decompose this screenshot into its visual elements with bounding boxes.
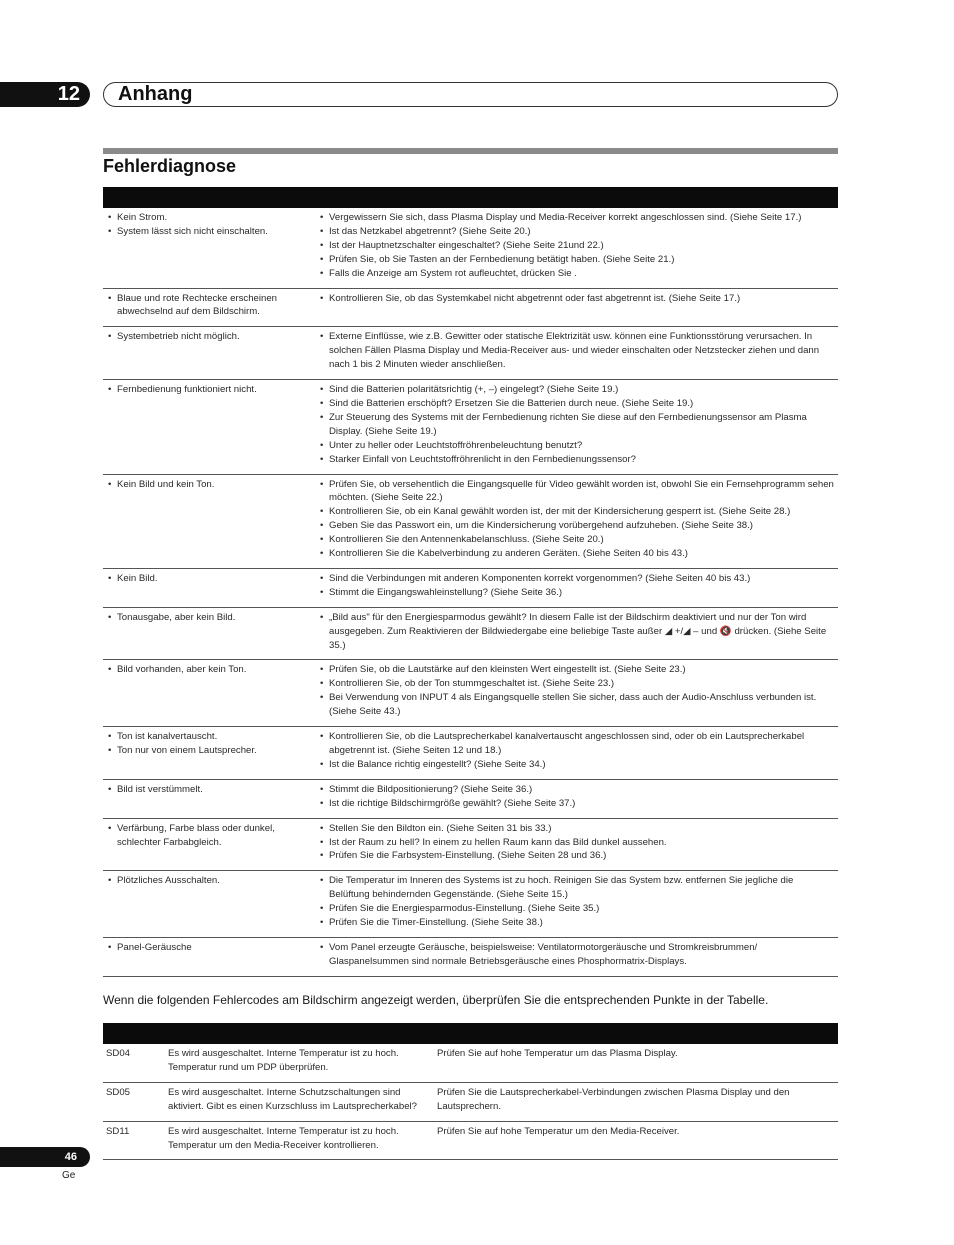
solution-item: • Kontrollieren Sie, ob der Ton stummgeschaltet ist. (Siehe Seite 23.) bbox=[312, 677, 836, 691]
solution-item: • Prüfen Sie, ob Sie Tasten an der Fernbedienung betätigt haben. (Siehe Seite 21.) bbox=[312, 253, 836, 267]
solution-cell bbox=[310, 871, 838, 938]
symptom-item: • Fernbedienung funktioniert nicht. bbox=[105, 383, 308, 397]
error-code-table-header bbox=[103, 1023, 838, 1044]
error-action: Prüfen Sie auf hohe Temperatur um das Plasma Display. bbox=[437, 1048, 678, 1059]
error-code-intro: Wenn die folgenden Fehlercodes am Bildschirm angezeigt werden, überprüfen Sie die entsprechenden Punkte in der Tabelle. bbox=[103, 993, 769, 1007]
symptom-item: • System lässt sich nicht einschalten. bbox=[105, 225, 308, 239]
page-number: 46 bbox=[64, 1151, 77, 1163]
solution-cell bbox=[310, 818, 838, 871]
language-code: Ge bbox=[62, 1170, 76, 1181]
solution-item: • Sind die Verbindungen mit anderen Komponenten korrekt vorgenommen? (Siehe Seiten 40 bis 43.) bbox=[312, 572, 836, 586]
table-row bbox=[103, 208, 838, 288]
solution-item: • Kontrollieren Sie, ob das Systemkabel nicht abgetrennt oder fast abgetrennt ist. (Siehe Seite 17.) bbox=[312, 292, 836, 306]
chapter-title: Anhang bbox=[118, 83, 193, 105]
solution-item: • Starker Einfall von Leuchtstoffröhrenlicht in den Fernbedienungssensor? bbox=[312, 453, 836, 467]
error-code: SD11 bbox=[106, 1125, 130, 1137]
solution-item: • Prüfen Sie die Timer-Einstellung. (Siehe Seite 38.) bbox=[312, 916, 836, 930]
table-row bbox=[103, 871, 838, 938]
error-code-cell bbox=[103, 1082, 165, 1121]
solution-item: • Vom Panel erzeugte Geräusche, beispielsweise: Ventilatormotorgeräusche und Stromkreisbrummen/ Glaspanelsummen sind normale Betriebsgeräusche eines Phosphormatrix-Displays. bbox=[312, 941, 836, 969]
error-action-cell bbox=[434, 1044, 838, 1082]
symptom-item: • Bild vorhanden, aber kein Ton. bbox=[105, 663, 308, 677]
table-row bbox=[103, 660, 838, 727]
symptom-cell bbox=[103, 937, 310, 976]
troubleshooting-table bbox=[103, 208, 838, 977]
solution-item: • Kontrollieren Sie die Kabelverbindung zu anderen Geräten. (Siehe Seiten 40 bis 43.) bbox=[312, 547, 836, 561]
solution-cell bbox=[310, 607, 838, 660]
solution-item: • Stimmt die Bildpositionierung? (Siehe Seite 36.) bbox=[312, 783, 836, 797]
troubleshooting-table-header bbox=[103, 187, 838, 208]
solution-item: • Prüfen Sie, ob versehentlich die Eingangsquelle für Video gewählt worden ist, obwohl Sie ein Fernsehprogramm sehen möchten. (Siehe Seite 22.) bbox=[312, 478, 836, 506]
solution-item: • Ist der Hauptnetzschalter eingeschaltet? (Siehe Seite 21und 22.) bbox=[312, 239, 836, 253]
solution-item: • Stellen Sie den Bildton ein. (Siehe Seiten 31 bis 33.) bbox=[312, 822, 836, 836]
error-code-table-body bbox=[103, 1044, 838, 1160]
table-row bbox=[103, 779, 838, 818]
solution-item: • Externe Einflüsse, wie z.B. Gewitter oder statische Elektrizität usw. können eine Funktionsstörung verursachen. In solchen Fällen Plasma Display und Media-Receiver aus- und wieder einschalten oder Netzstecker ziehen und dann nach 1 bis 2 Minuten wieder anschließen. bbox=[312, 330, 836, 372]
symptom-item: • Blaue und rote Rechtecke erscheinen abwechselnd auf dem Bildschirm. bbox=[105, 292, 308, 320]
error-cause-cell bbox=[165, 1044, 434, 1082]
error-cause: Es wird ausgeschaltet. Interne Schutzschaltungen sind aktiviert. Gibt es einen Kurzschluss im Lautsprecherkabel? bbox=[168, 1086, 418, 1112]
solution-cell bbox=[310, 727, 838, 780]
symptom-item: • Systembetrieb nicht möglich. bbox=[105, 330, 308, 344]
table-row bbox=[103, 1044, 838, 1082]
solution-item: • Falls die Anzeige am System rot aufleuchtet, drücken Sie . bbox=[312, 267, 836, 281]
symptom-item: • Kein Strom. bbox=[105, 211, 308, 225]
solution-item: • Stimmt die Eingangswahleinstellung? (Siehe Seite 36.) bbox=[312, 586, 836, 600]
solution-item: • Sind die Batterien polaritätsrichtig (+, –) eingelegt? (Siehe Seite 19.) bbox=[312, 383, 836, 397]
symptom-cell bbox=[103, 474, 310, 568]
solution-item: • Bei Verwendung von INPUT 4 als Eingangsquelle stellen Sie sicher, dass auch der Audio-Anschluss verbunden ist. (Siehe Seite 43.) bbox=[312, 691, 836, 719]
solution-cell bbox=[310, 288, 838, 327]
solution-item: • Zur Steuerung des Systems mit der Fernbedienung richten Sie diese auf den Fernbedienungssensor am Plasma Display. (Siehe Seite 19.) bbox=[312, 411, 836, 439]
symptom-cell bbox=[103, 380, 310, 474]
table-row bbox=[103, 818, 838, 871]
error-action-cell bbox=[434, 1121, 838, 1160]
solution-cell bbox=[310, 380, 838, 474]
solution-item: • Ist das Netzkabel abgetrennt? (Siehe Seite 20.) bbox=[312, 225, 836, 239]
solution-item: • Prüfen Sie die Farbsystem-Einstellung. (Siehe Seiten 28 und 36.) bbox=[312, 849, 836, 863]
error-cause: Es wird ausgeschaltet. Interne Temperatur ist zu hoch. Temperatur rund um PDP überprüfen. bbox=[168, 1048, 399, 1073]
solution-cell bbox=[310, 779, 838, 818]
table-row bbox=[103, 607, 838, 660]
error-code-cell bbox=[103, 1121, 165, 1160]
table-row bbox=[103, 1082, 838, 1121]
solution-item: • Die Temperatur im Inneren des Systems ist zu hoch. Reinigen Sie das System bzw. entfernen Sie jegliche die Belüftung behindernden Gegenstände. (Siehe Seite 15.) bbox=[312, 874, 836, 902]
solution-cell bbox=[310, 327, 838, 380]
error-code-table bbox=[103, 1044, 838, 1160]
solution-item: • Ist der Raum zu hell? In einem zu hellen Raum kann das Bild dunkel aussehen. bbox=[312, 836, 836, 850]
symptom-item: • Panel-Geräusche bbox=[105, 941, 308, 955]
solution-item: • „Bild aus" für den Energiesparmodus gewählt? In diesem Falle ist der Bildschirm deaktiviert und nur der Ton wird ausgegeben. Zum Reaktivieren der Bildwiedergabe eine beliebige Taste außer ◢ +/◢ – und 🔇 drücken. (Siehe Seite 35.) bbox=[312, 611, 836, 653]
chapter-header bbox=[103, 82, 838, 107]
chapter-number-badge bbox=[0, 82, 90, 107]
solution-item: • Ist die richtige Bildschirmgröße gewählt? (Siehe Seite 37.) bbox=[312, 797, 836, 811]
solution-item: • Geben Sie das Passwort ein, um die Kindersicherung vorübergehend aufzuheben. (Siehe Seite 38.) bbox=[312, 519, 836, 533]
error-action-cell bbox=[434, 1082, 838, 1121]
error-code: SD04 bbox=[106, 1048, 130, 1059]
troubleshooting-table-body bbox=[103, 208, 838, 976]
error-action: Prüfen Sie die Lautsprecherkabel-Verbindungen zwischen Plasma Display und den Lautsprechern. bbox=[437, 1086, 790, 1112]
table-row bbox=[103, 474, 838, 568]
error-cause-cell bbox=[165, 1121, 434, 1160]
symptom-cell bbox=[103, 818, 310, 871]
error-cause: Es wird ausgeschaltet. Interne Temperatur ist zu hoch. Temperatur um den Media-Receiver kontrollieren. bbox=[168, 1125, 399, 1151]
symptom-item: • Kein Bild und kein Ton. bbox=[105, 478, 308, 492]
error-code-cell bbox=[103, 1044, 165, 1082]
solution-cell bbox=[310, 660, 838, 727]
solution-cell bbox=[310, 208, 838, 288]
symptom-cell bbox=[103, 568, 310, 607]
symptom-cell bbox=[103, 871, 310, 938]
table-row bbox=[103, 288, 838, 327]
symptom-item: • Bild ist verstümmelt. bbox=[105, 783, 308, 797]
solution-item: • Kontrollieren Sie den Antennenkabelanschluss. (Siehe Seite 20.) bbox=[312, 533, 836, 547]
symptom-cell bbox=[103, 607, 310, 660]
section-divider bbox=[103, 148, 838, 154]
symptom-item: • Plötzliches Ausschalten. bbox=[105, 874, 308, 888]
table-row bbox=[103, 380, 838, 474]
symptom-item: • Ton ist kanalvertauscht. bbox=[105, 730, 308, 744]
symptom-item: • Kein Bild. bbox=[105, 572, 308, 586]
error-action: Prüfen Sie auf hohe Temperatur um den Media-Receiver. bbox=[437, 1125, 680, 1137]
chapter-number: 12 bbox=[57, 83, 80, 105]
symptom-cell bbox=[103, 208, 310, 288]
symptom-cell bbox=[103, 727, 310, 780]
solution-item: • Prüfen Sie die Energiesparmodus-Einstellung. (Siehe Seite 35.) bbox=[312, 902, 836, 916]
error-code: SD05 bbox=[106, 1086, 130, 1098]
table-row bbox=[103, 327, 838, 380]
solution-item: • Kontrollieren Sie, ob die Lautsprecherkabel kanalvertauscht angeschlossen sind, oder ob ein Lautsprecherkabel abgetrennt ist. (Siehe Seiten 12 und 18.) bbox=[312, 730, 836, 758]
symptom-item: • Verfärbung, Farbe blass oder dunkel, schlechter Farbabgleich. bbox=[105, 822, 308, 850]
table-row bbox=[103, 1121, 838, 1160]
symptom-item: • Tonausgabe, aber kein Bild. bbox=[105, 611, 308, 625]
table-row bbox=[103, 937, 838, 976]
solution-item: • Ist die Balance richtig eingestellt? (Siehe Seite 34.) bbox=[312, 758, 836, 772]
symptom-cell bbox=[103, 660, 310, 727]
table-row bbox=[103, 568, 838, 607]
table-row bbox=[103, 727, 838, 780]
solution-item: • Unter zu heller oder Leuchtstoffröhrenbeleuchtung benutzt? bbox=[312, 439, 836, 453]
solution-cell bbox=[310, 937, 838, 976]
error-cause-cell bbox=[165, 1082, 434, 1121]
symptom-cell bbox=[103, 327, 310, 380]
solution-cell bbox=[310, 474, 838, 568]
solution-item: • Kontrollieren Sie, ob ein Kanal gewählt worden ist, der mit der Kindersicherung gesperrt ist. (Siehe Seite 28.) bbox=[312, 505, 836, 519]
solution-item: • Prüfen Sie, ob die Lautstärke auf den kleinsten Wert eingestellt ist. (Siehe Seite 23.) bbox=[312, 663, 836, 677]
symptom-cell bbox=[103, 779, 310, 818]
symptom-cell bbox=[103, 288, 310, 327]
solution-item: • Vergewissern Sie sich, dass Plasma Display und Media-Receiver korrekt angeschlossen sind. (Siehe Seite 17.) bbox=[312, 211, 836, 225]
solution-cell bbox=[310, 568, 838, 607]
solution-item: • Sind die Batterien erschöpft? Ersetzen Sie die Batterien durch neue. (Siehe Seite 19.) bbox=[312, 397, 836, 411]
page-number-badge bbox=[0, 1147, 90, 1167]
symptom-item: • Ton nur von einem Lautsprecher. bbox=[105, 744, 308, 758]
section-title: Fehlerdiagnose bbox=[103, 156, 237, 176]
